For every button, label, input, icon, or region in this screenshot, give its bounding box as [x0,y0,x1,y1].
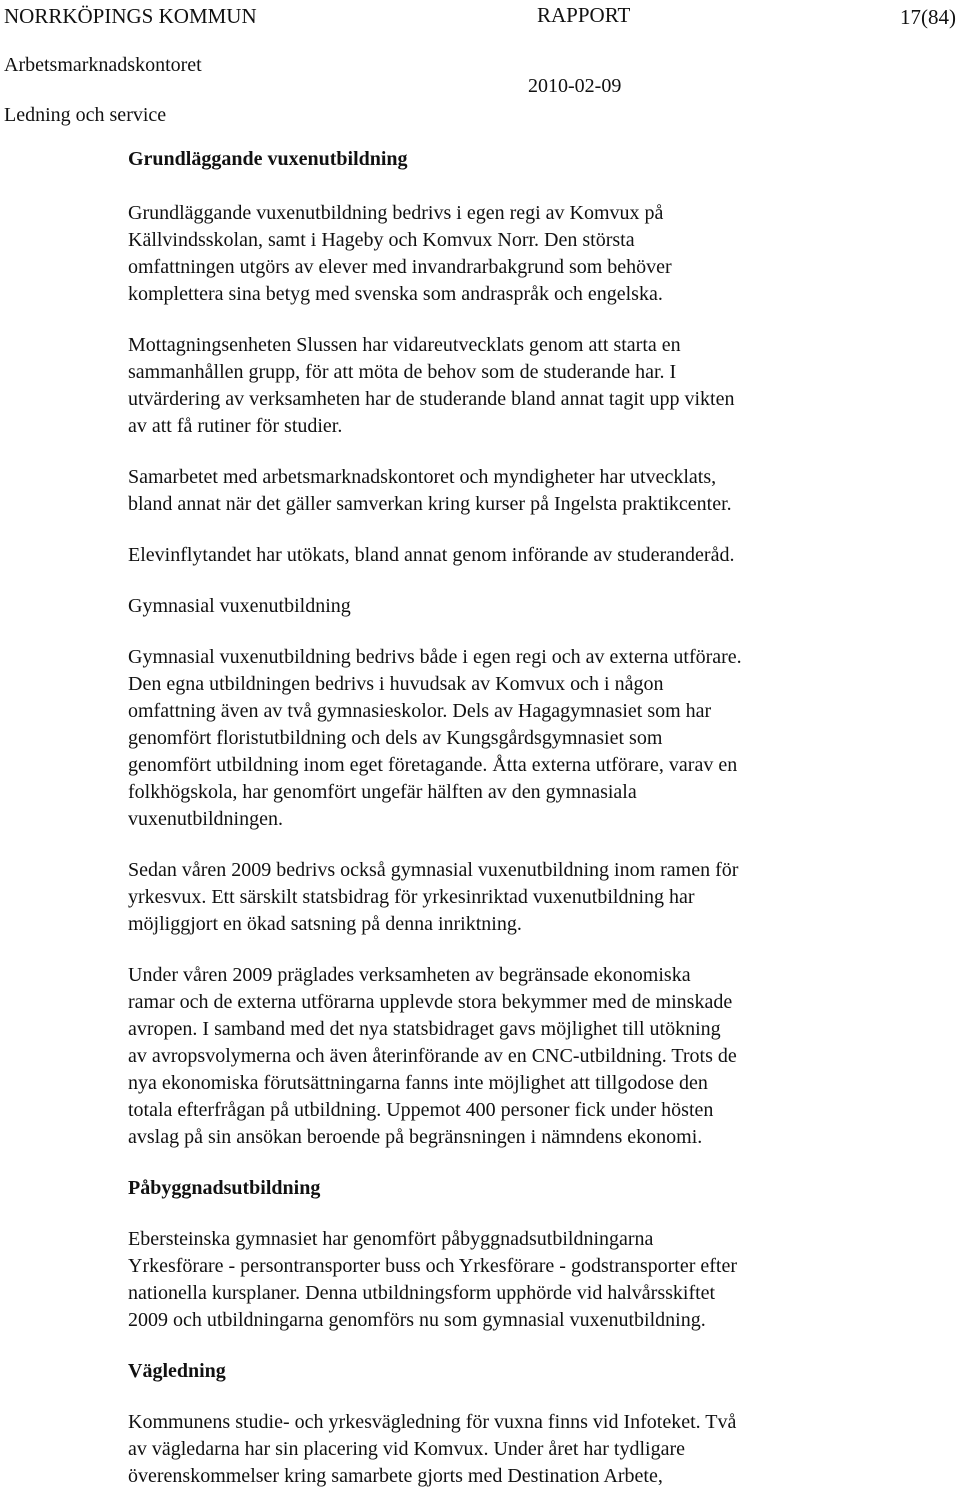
report-body [128,146,848,1490]
text-line: möjliggjort en ökad satsning på denna inriktning. [128,913,522,935]
text-line: av avropsvolymerna och även återinförande av en CNC-utbildning. Trots de [128,1045,737,1067]
paragraph [128,200,848,308]
text-line: Grundläggande vuxenutbildning bedrivs i egen regi av Komvux på [128,202,664,224]
text-line: komplettera sina betyg med svenska som andraspråk och engelska. [128,283,663,305]
text-line: folkhögskola, har genomfört ungefär hälften av den gymnasiala [128,781,637,803]
paragraph [128,332,848,440]
text-line: Samarbetet med arbetsmarknadskontoret och myndigheter har utvecklats, [128,466,717,488]
section-heading: Påbyggnadsutbildning [128,1177,321,1199]
text-line: Under våren 2009 präglades verksamheten av begränsade ekonomiska [128,964,691,986]
text-line: 2009 och utbildningarna genomförs nu som gymnasial vuxenutbildning. [128,1309,706,1331]
page-number: 17(84) [900,5,956,29]
text-line: Yrkesförare - persontransporter buss och Yrkesförare - godstransporter efter [128,1255,738,1277]
paragraph [128,542,848,569]
text-line: nya ekonomiska förutsättningarna fanns inte möjlighet att tillgodose den [128,1072,708,1094]
paragraph [128,1409,848,1490]
text-line: Sedan våren 2009 bedrivs också gymnasial vuxenutbildning inom ramen för [128,859,739,881]
section-heading: Grundläggande vuxenutbildning [128,148,408,170]
text-line: Mottagningsenheten Slussen har vidareutvecklats genom att starta en [128,334,681,356]
department: Arbetsmarknadskontoret [4,54,202,76]
text-line: Elevinflytandet har utökats, bland annat genom införande av studeranderåd. [128,544,735,566]
text-line: totala efterfrågan på utbildning. Uppemot 400 personer fick under hösten [128,1099,714,1121]
text-line: genomfört floristutbildning och dels av Kungsgårdsgymnasiet som [128,727,663,749]
paragraph [128,1226,848,1334]
paragraph [128,644,848,833]
text-line: avropen. I samband med det nya statsbidraget gavs möjlighet till utökning [128,1018,721,1040]
doc-type: RAPPORT [537,3,631,27]
text-line: yrkesvux. Ett särskilt statsbidrag för yrkesinriktad vuxenutbildning har [128,886,695,908]
text-line: Kommunens studie- och yrkesvägledning för vuxna finns vid Infoteket. Två [128,1411,737,1433]
section-heading: Gymnasial vuxenutbildning [128,595,351,617]
text-line: ramar och de externa utförarna upplevde stora bekymmer med de minskade [128,991,733,1013]
text-line: Källvindsskolan, samt i Hageby och Komvux Norr. Den största [128,229,635,251]
text-line: bland annat när det gäller samverkan kring kurser på Ingelsta praktikcenter. [128,493,732,515]
text-line: vuxenutbildningen. [128,808,283,830]
report-date: 2010-02-09 [528,75,622,97]
paragraph [128,962,848,1151]
text-line: genomfört utbildning inom eget företagande. Åtta externa utförare, varav en [128,754,738,776]
text-line: avslag på sin ansökan beroende på begränsningen i nämndens ekonomi. [128,1126,703,1148]
text-line: av att få rutiner för studier. [128,415,343,437]
section-heading: Vägledning [128,1360,226,1382]
text-line: Den egna utbildningen bedrivs i huvudsak av Komvux och i någon [128,673,664,695]
text-line: omfattning även av två gymnasieskolor. Dels av Hagagymnasiet som har [128,700,712,722]
text-line: sammanhållen grupp, för att möta de behov som de studerande har. I [128,361,677,383]
org-name: NORRKÖPINGS KOMMUN [4,4,257,28]
unit-name: Ledning och service [4,104,167,126]
paragraph [128,857,848,938]
paragraph [128,464,848,518]
text-line: omfattningen utgörs av elever med invandrarbakgrund som behöver [128,256,672,278]
text-line: utvärdering av verksamheten har de studerande bland annat tagit upp vikten [128,388,735,410]
text-line: av vägledarna har sin placering vid Komvux. Under året har tydligare [128,1438,686,1460]
text-line: Ebersteinska gymnasiet har genomfört påbyggnadsutbildningarna [128,1228,654,1250]
text-line: nationella kursplaner. Denna utbildningsform upphörde vid halvårsskiftet [128,1282,716,1304]
text-line: överenskommelser kring samarbete gjorts med Destination Arbete, [128,1465,663,1487]
text-line: Gymnasial vuxenutbildning bedrivs både i egen regi och av externa utförare. [128,646,742,668]
